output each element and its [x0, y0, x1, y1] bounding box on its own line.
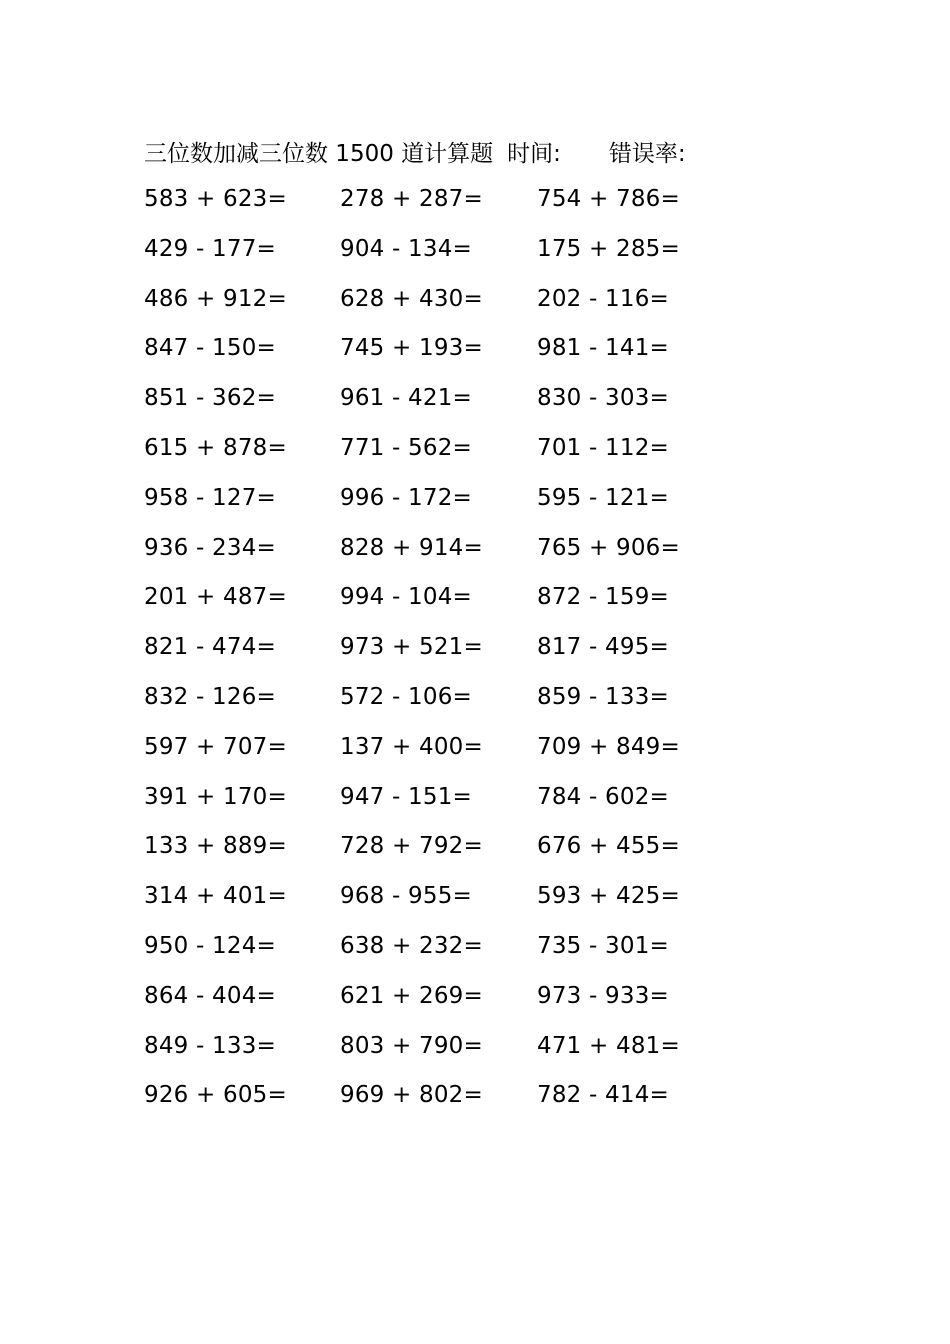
arithmetic-problem: 765 + 906= — [537, 534, 680, 561]
problem-row — [144, 329, 764, 379]
problem-row — [144, 379, 764, 429]
arithmetic-problem: 832 - 126= — [144, 683, 276, 710]
arithmetic-problem: 754 + 786= — [537, 186, 680, 212]
arithmetic-problem: 745 + 193= — [340, 335, 483, 362]
problem-row — [144, 479, 764, 529]
arithmetic-problem: 803 + 790= — [340, 1032, 483, 1059]
arithmetic-problem: 926 + 605= — [144, 1082, 287, 1109]
arithmetic-problem: 593 + 425= — [537, 883, 680, 910]
arithmetic-problem: 621 + 269= — [340, 982, 483, 1009]
arithmetic-problem: 429 - 177= — [144, 235, 276, 262]
problem-row — [144, 778, 764, 828]
arithmetic-problem: 676 + 455= — [537, 833, 680, 860]
arithmetic-problem: 981 - 141= — [537, 335, 669, 362]
arithmetic-problem: 701 - 112= — [537, 434, 669, 461]
arithmetic-problem: 851 - 362= — [144, 385, 276, 412]
arithmetic-problem: 782 - 414= — [537, 1082, 669, 1109]
arithmetic-problem: 864 - 404= — [144, 982, 276, 1009]
arithmetic-problem: 849 - 133= — [144, 1032, 276, 1059]
arithmetic-problem: 628 + 430= — [340, 285, 483, 312]
arithmetic-problem: 572 - 106= — [340, 683, 472, 710]
worksheet-header — [144, 134, 686, 168]
arithmetic-problem: 859 - 133= — [537, 683, 669, 710]
arithmetic-problem: 996 - 172= — [340, 484, 472, 511]
arithmetic-problem: 950 - 124= — [144, 932, 276, 959]
arithmetic-problem: 817 - 495= — [537, 634, 669, 661]
problem-row — [144, 180, 764, 230]
arithmetic-problem: 471 + 481= — [537, 1032, 680, 1059]
arithmetic-problem: 137 + 400= — [340, 733, 483, 760]
arithmetic-problem: 973 - 933= — [537, 982, 669, 1009]
arithmetic-problem: 936 - 234= — [144, 534, 276, 561]
arithmetic-problem: 615 + 878= — [144, 434, 287, 461]
problem-row — [144, 678, 764, 728]
arithmetic-problem: 133 + 889= — [144, 833, 287, 860]
problem-row — [144, 977, 764, 1027]
arithmetic-problem: 961 - 421= — [340, 385, 472, 412]
problem-row — [144, 429, 764, 479]
problem-row — [144, 280, 764, 330]
arithmetic-problem: 969 + 802= — [340, 1082, 483, 1109]
arithmetic-problem: 828 + 914= — [340, 534, 483, 561]
arithmetic-problem: 728 + 792= — [340, 833, 483, 860]
arithmetic-problem: 735 - 301= — [537, 932, 669, 959]
problem-row — [144, 578, 764, 628]
problem-row — [144, 827, 764, 877]
problem-row — [144, 877, 764, 927]
arithmetic-problem: 994 - 104= — [340, 584, 472, 611]
arithmetic-problem: 821 - 474= — [144, 634, 276, 661]
problem-grid — [144, 180, 764, 1126]
problem-row — [144, 1027, 764, 1077]
arithmetic-problem: 175 + 285= — [537, 235, 680, 262]
problem-row — [144, 1076, 764, 1126]
arithmetic-problem: 597 + 707= — [144, 733, 287, 760]
arithmetic-problem: 391 + 170= — [144, 783, 287, 810]
problem-row — [144, 230, 764, 280]
arithmetic-problem: 201 + 487= — [144, 584, 287, 611]
arithmetic-problem: 968 - 955= — [340, 883, 472, 910]
arithmetic-problem: 202 - 116= — [537, 285, 669, 312]
arithmetic-problem: 973 + 521= — [340, 634, 483, 661]
arithmetic-problem: 709 + 849= — [537, 733, 680, 760]
problem-row — [144, 927, 764, 977]
error-rate-label: 错误率: — [608, 140, 686, 167]
worksheet-title: 三位数加减三位数 1500 道计算题 — [144, 140, 494, 167]
problem-row — [144, 628, 764, 678]
arithmetic-problem: 314 + 401= — [144, 883, 287, 910]
arithmetic-problem: 784 - 602= — [537, 783, 669, 810]
arithmetic-problem: 830 - 303= — [537, 385, 669, 412]
arithmetic-problem: 958 - 127= — [144, 484, 276, 511]
time-label: 时间: — [507, 140, 561, 167]
arithmetic-problem: 595 - 121= — [537, 484, 669, 511]
arithmetic-problem: 847 - 150= — [144, 335, 276, 362]
arithmetic-problem: 583 + 623= — [144, 186, 287, 212]
arithmetic-problem: 278 + 287= — [340, 186, 483, 212]
problem-row — [144, 728, 764, 778]
problem-row — [144, 529, 764, 579]
arithmetic-problem: 872 - 159= — [537, 584, 669, 611]
arithmetic-problem: 771 - 562= — [340, 434, 472, 461]
arithmetic-problem: 638 + 232= — [340, 932, 483, 959]
arithmetic-problem: 904 - 134= — [340, 235, 472, 262]
arithmetic-problem: 486 + 912= — [144, 285, 287, 312]
arithmetic-problem: 947 - 151= — [340, 783, 472, 810]
